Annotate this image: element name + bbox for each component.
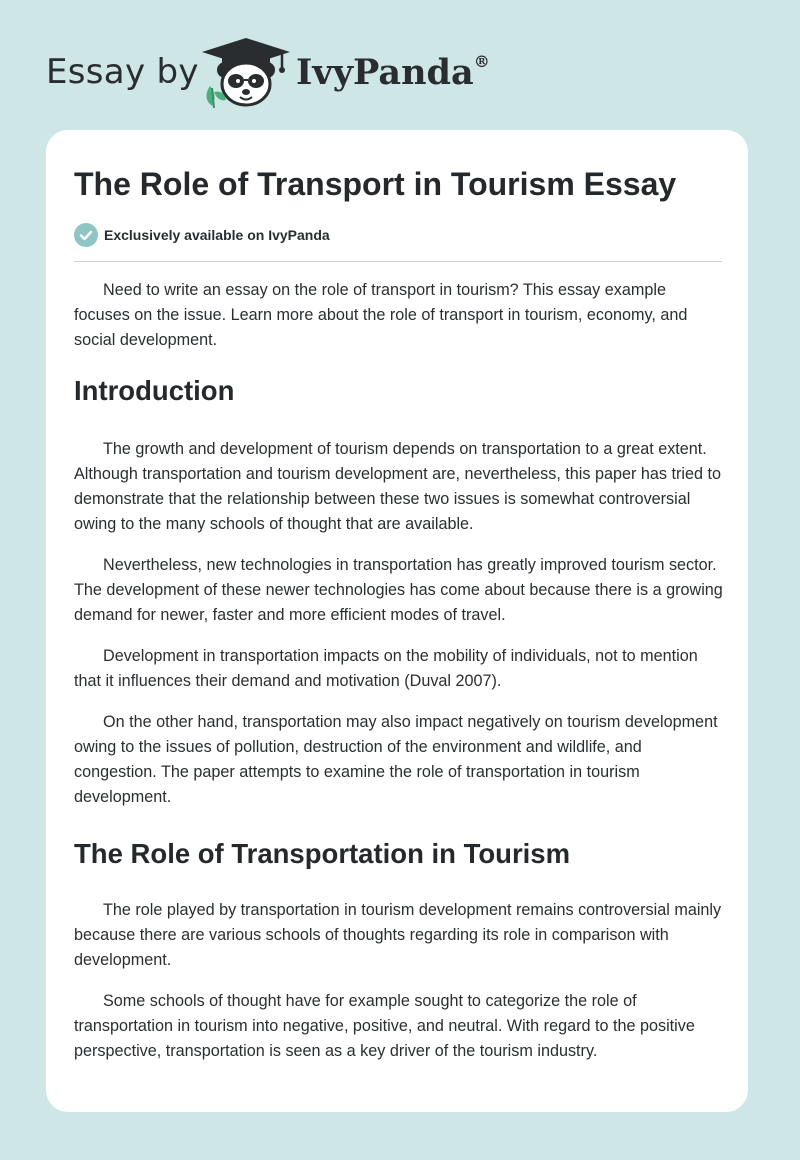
exclusive-badge: [74, 222, 330, 248]
section-heading-role-of-transportation: The Role of Transportation in Tourism: [74, 838, 571, 869]
intro-paragraph: Need to write an essay on the role of transport in tourism? This essay example focuses on the issue. Learn more about the role of transport in tourism, economy, and social development.: [74, 281, 688, 349]
badge-text: Exclusively available on IvyPanda: [104, 227, 330, 243]
paragraph: On the other hand, transportation may also impact negatively on tourism development owing to the issues of pollution, destruction of the environment and wildlife, and congestion. The paper attempts to examine the role of transportation in tourism development.: [74, 713, 718, 806]
essay-title: The Role of Transport in Tourism Essay: [74, 166, 677, 202]
brand-name[interactable]: IvyPanda®: [296, 52, 490, 93]
site-header: [0, 0, 800, 130]
essay-card: [46, 130, 748, 1112]
brand-prefix: Essay by: [46, 52, 199, 92]
divider: [74, 261, 722, 262]
paragraph: The role played by transportation in tourism development remains controversial mainly because there are various schools of thoughts regarding its role in comparison with development.: [74, 901, 722, 969]
registered-mark: ®: [473, 52, 490, 72]
paragraph: Development in transportation impacts on the mobility of individuals, not to mention that it influences their demand and motivation (Duval 2007).: [74, 647, 698, 690]
paragraph: Some schools of thought have for example sought to categorize the role of transportation in tourism into negative, positive, and neutral. With regard to the positive perspective, transportation is seen as a key driver of the tourism industry.: [74, 992, 695, 1060]
paragraph: Nevertheless, new technologies in transportation has greatly improved tourism sector. The development of these newer technologies has come about because there is a growing demand for newer, faster and more efficient modes of travel.: [74, 556, 723, 624]
paragraph: The growth and development of tourism depends on transportation to a great extent. Although transportation and tourism development are, nevertheless, this paper has tried to demonstrate that the relationship between these two issues is somewhat controversial owing to the many schools of thought that are available.: [74, 440, 721, 533]
essay-body: [74, 278, 724, 1080]
panda-logo-icon[interactable]: [200, 36, 292, 108]
checkmark-icon: [74, 223, 98, 247]
section-heading-introduction: Introduction: [74, 375, 235, 406]
